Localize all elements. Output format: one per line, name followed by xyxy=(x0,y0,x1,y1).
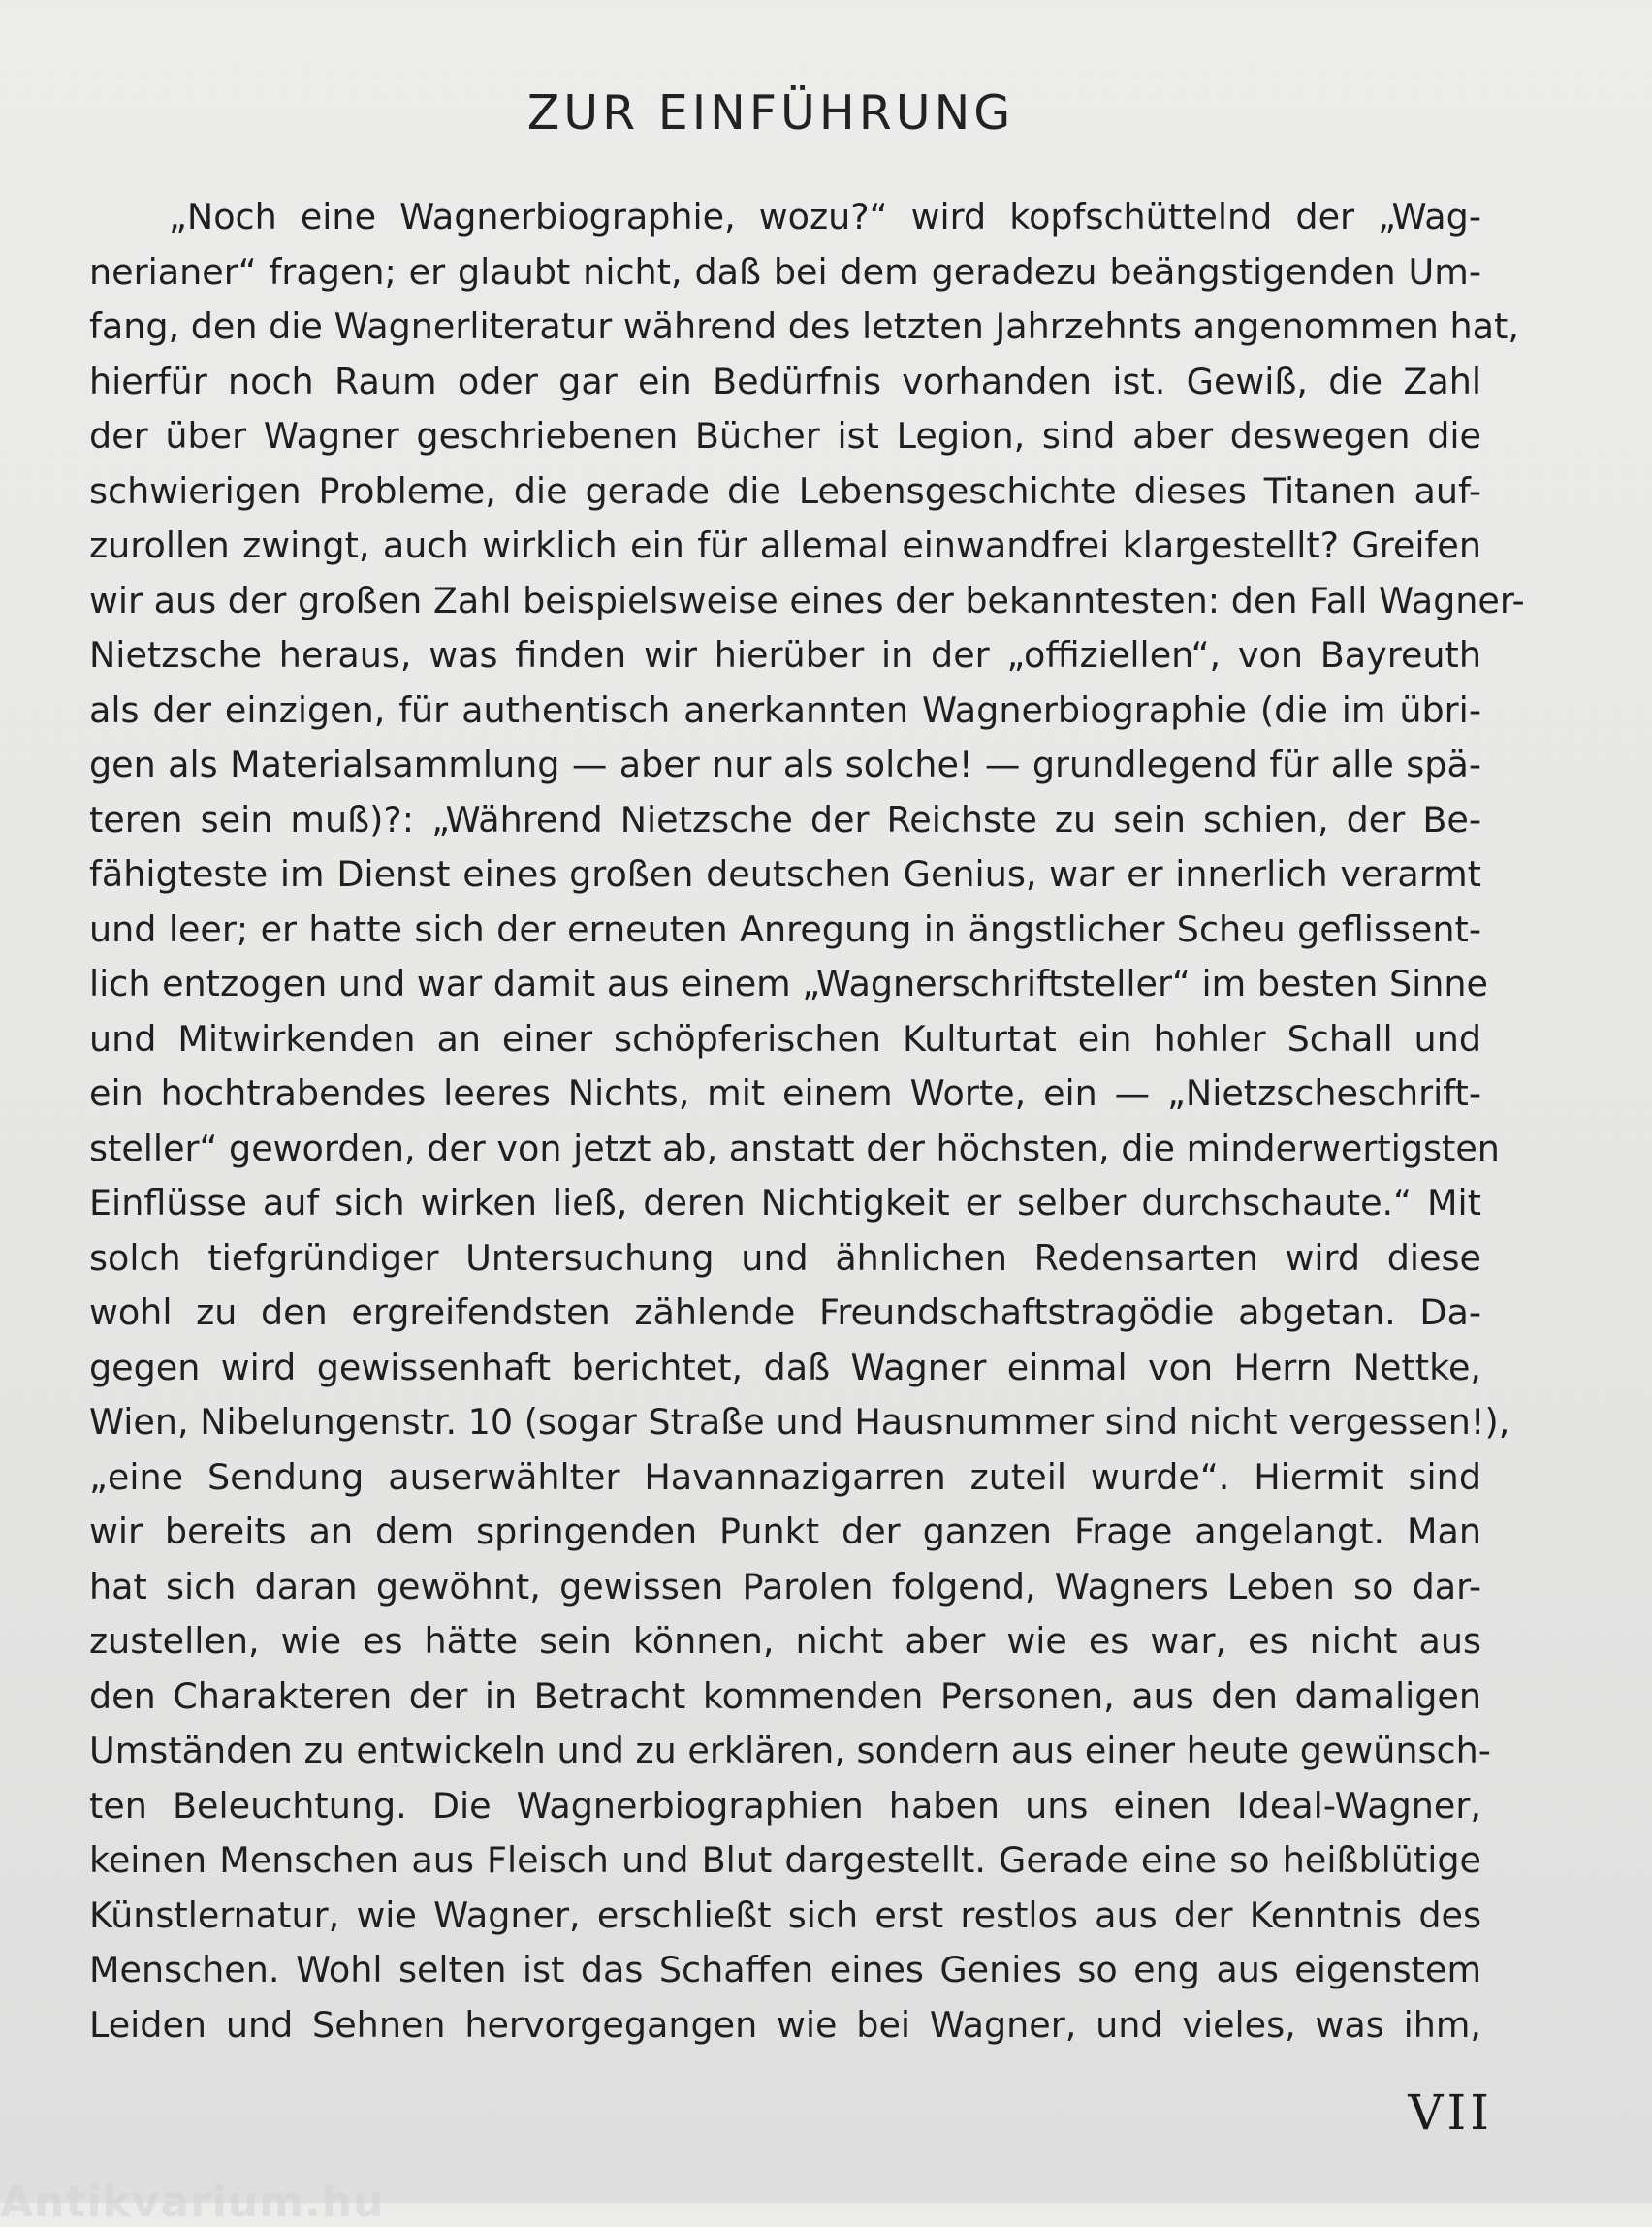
text-line: ten Beleuchtung. Die Wagnerbiographien haben uns einen Ideal-Wagner, xyxy=(89,1784,1481,1827)
text-line: Einflüsse auf sich wirken ließ, deren Nichtigkeit er selber durchschaute.“ Mit xyxy=(89,1182,1481,1224)
text-line: Menschen. Wohl selten ist das Schaffen eines Genies so eng aus eigenstem xyxy=(89,1949,1481,1990)
text-line: hat sich daran gewöhnt, gewissen Parolen folgend, Wagners Leben so dar- xyxy=(89,1565,1481,1607)
text-line: nerianer“ fragen; er glaubt nicht, daß bei dem geradezu beängstigenden Um- xyxy=(89,250,1481,293)
text-line: „eine Sendung auserwählter Havannazigarren zuteil wurde“. Hiermit sind xyxy=(89,1455,1481,1498)
text-line: Künstlernatur, wie Wagner, erschließt sich erst restlos aus der Kenntnis des xyxy=(89,1893,1481,1936)
text-line: gegen wird gewissenhaft berichtet, daß Wagner einmal von Herrn Nettke, xyxy=(89,1346,1481,1388)
text-line: teren sein muß)?: „Während Nietzsche der Reichste zu sein schien, der Be- xyxy=(89,798,1481,841)
text-line: und Mitwirkenden an einer schöpferischen Kulturtat ein hohler Schall und xyxy=(89,1017,1481,1060)
text-line: hierfür noch Raum oder gar ein Bedürfnis vorhanden ist. Gewiß, die Zahl xyxy=(89,360,1481,402)
text-line: lich entzogen und war damit aus einem „Wagnerschriftsteller“ im besten Sinne xyxy=(89,963,1488,1004)
text-line: „Noch eine Wagnerbiographie, wozu?“ wird kopfschüttelnd der „Wag- xyxy=(169,196,1481,238)
page-number: VII xyxy=(1408,2084,1493,2141)
body-text xyxy=(89,190,1525,2052)
text-line: solch tiefgründiger Untersuchung und ähnlichen Redensarten wird diese xyxy=(89,1236,1481,1279)
text-line: wir aus der großen Zahl beispielsweise eines der bekanntesten: den Fall Wagner- xyxy=(89,579,1525,621)
text-line: ein hochtrabendes leeres Nichts, mit einem Worte, ein — „Nietzscheschrift- xyxy=(89,1072,1481,1114)
text-line: und leer; er hatte sich der erneuten Anregung in ängstlicher Scheu geflissent- xyxy=(89,907,1481,950)
text-line: Umständen zu entwickeln und zu erklären, sondern aus einer heute gewünsch- xyxy=(89,1730,1491,1771)
text-line: Wien, Nibelungenstr. 10 (sogar Straße und Hausnummer sind nicht vergessen!), xyxy=(89,1401,1510,1443)
text-line: der über Wagner geschriebenen Bücher ist Legion, sind aber deswegen die xyxy=(89,415,1481,457)
text-line: fähigteste im Dienst eines großen deutschen Genius, war er innerlich verarmt xyxy=(89,853,1481,895)
chapter-title: ZUR EINFÜHRUNG xyxy=(526,85,1015,141)
text-line: gen als Materialsammlung — aber nur als solche! — grundlegend für alle spä- xyxy=(89,744,1481,785)
text-line: keinen Menschen aus Fleisch und Blut dargestellt. Gerade eine so heißblütige xyxy=(89,1839,1481,1881)
text-line: wir bereits an dem springenden Punkt der ganzen Frage angelangt. Man xyxy=(89,1511,1481,1552)
text-line: zurollen zwingt, auch wirklich ein für allemal einwandfrei klargestellt? Greifen xyxy=(89,525,1481,566)
watermark: Antikvarium.hu xyxy=(0,2178,385,2227)
text-line: schwierigen Probleme, die gerade die Lebensgeschichte dieses Titanen auf- xyxy=(89,469,1481,512)
text-line: zustellen, wie es hätte sein können, nicht aber wie es war, es nicht aus xyxy=(89,1620,1481,1662)
text-line: als der einzigen, für authentisch anerkannten Wagnerbiographie (die im übri- xyxy=(89,688,1481,731)
text-line: steller“ geworden, der von jetzt ab, anstatt der höchsten, die minderwertigsten xyxy=(89,1127,1500,1169)
text-line: Leiden und Sehnen hervorgegangen wie bei Wagner, und vieles, was ihm, xyxy=(89,2003,1481,2046)
text-line: wohl zu den ergreifendsten zählende Freundschaftstragödie abgetan. Da- xyxy=(89,1291,1481,1333)
text-line: fang, den die Wagnerliteratur während des letzten Jahrzehnts angenommen hat, xyxy=(89,305,1519,347)
text-line: den Charakteren der in Betracht kommenden Personen, aus den damaligen xyxy=(89,1674,1481,1717)
text-line: Nietzsche heraus, was finden wir hierüber in der „offiziellen“, von Bayreuth xyxy=(89,634,1481,676)
